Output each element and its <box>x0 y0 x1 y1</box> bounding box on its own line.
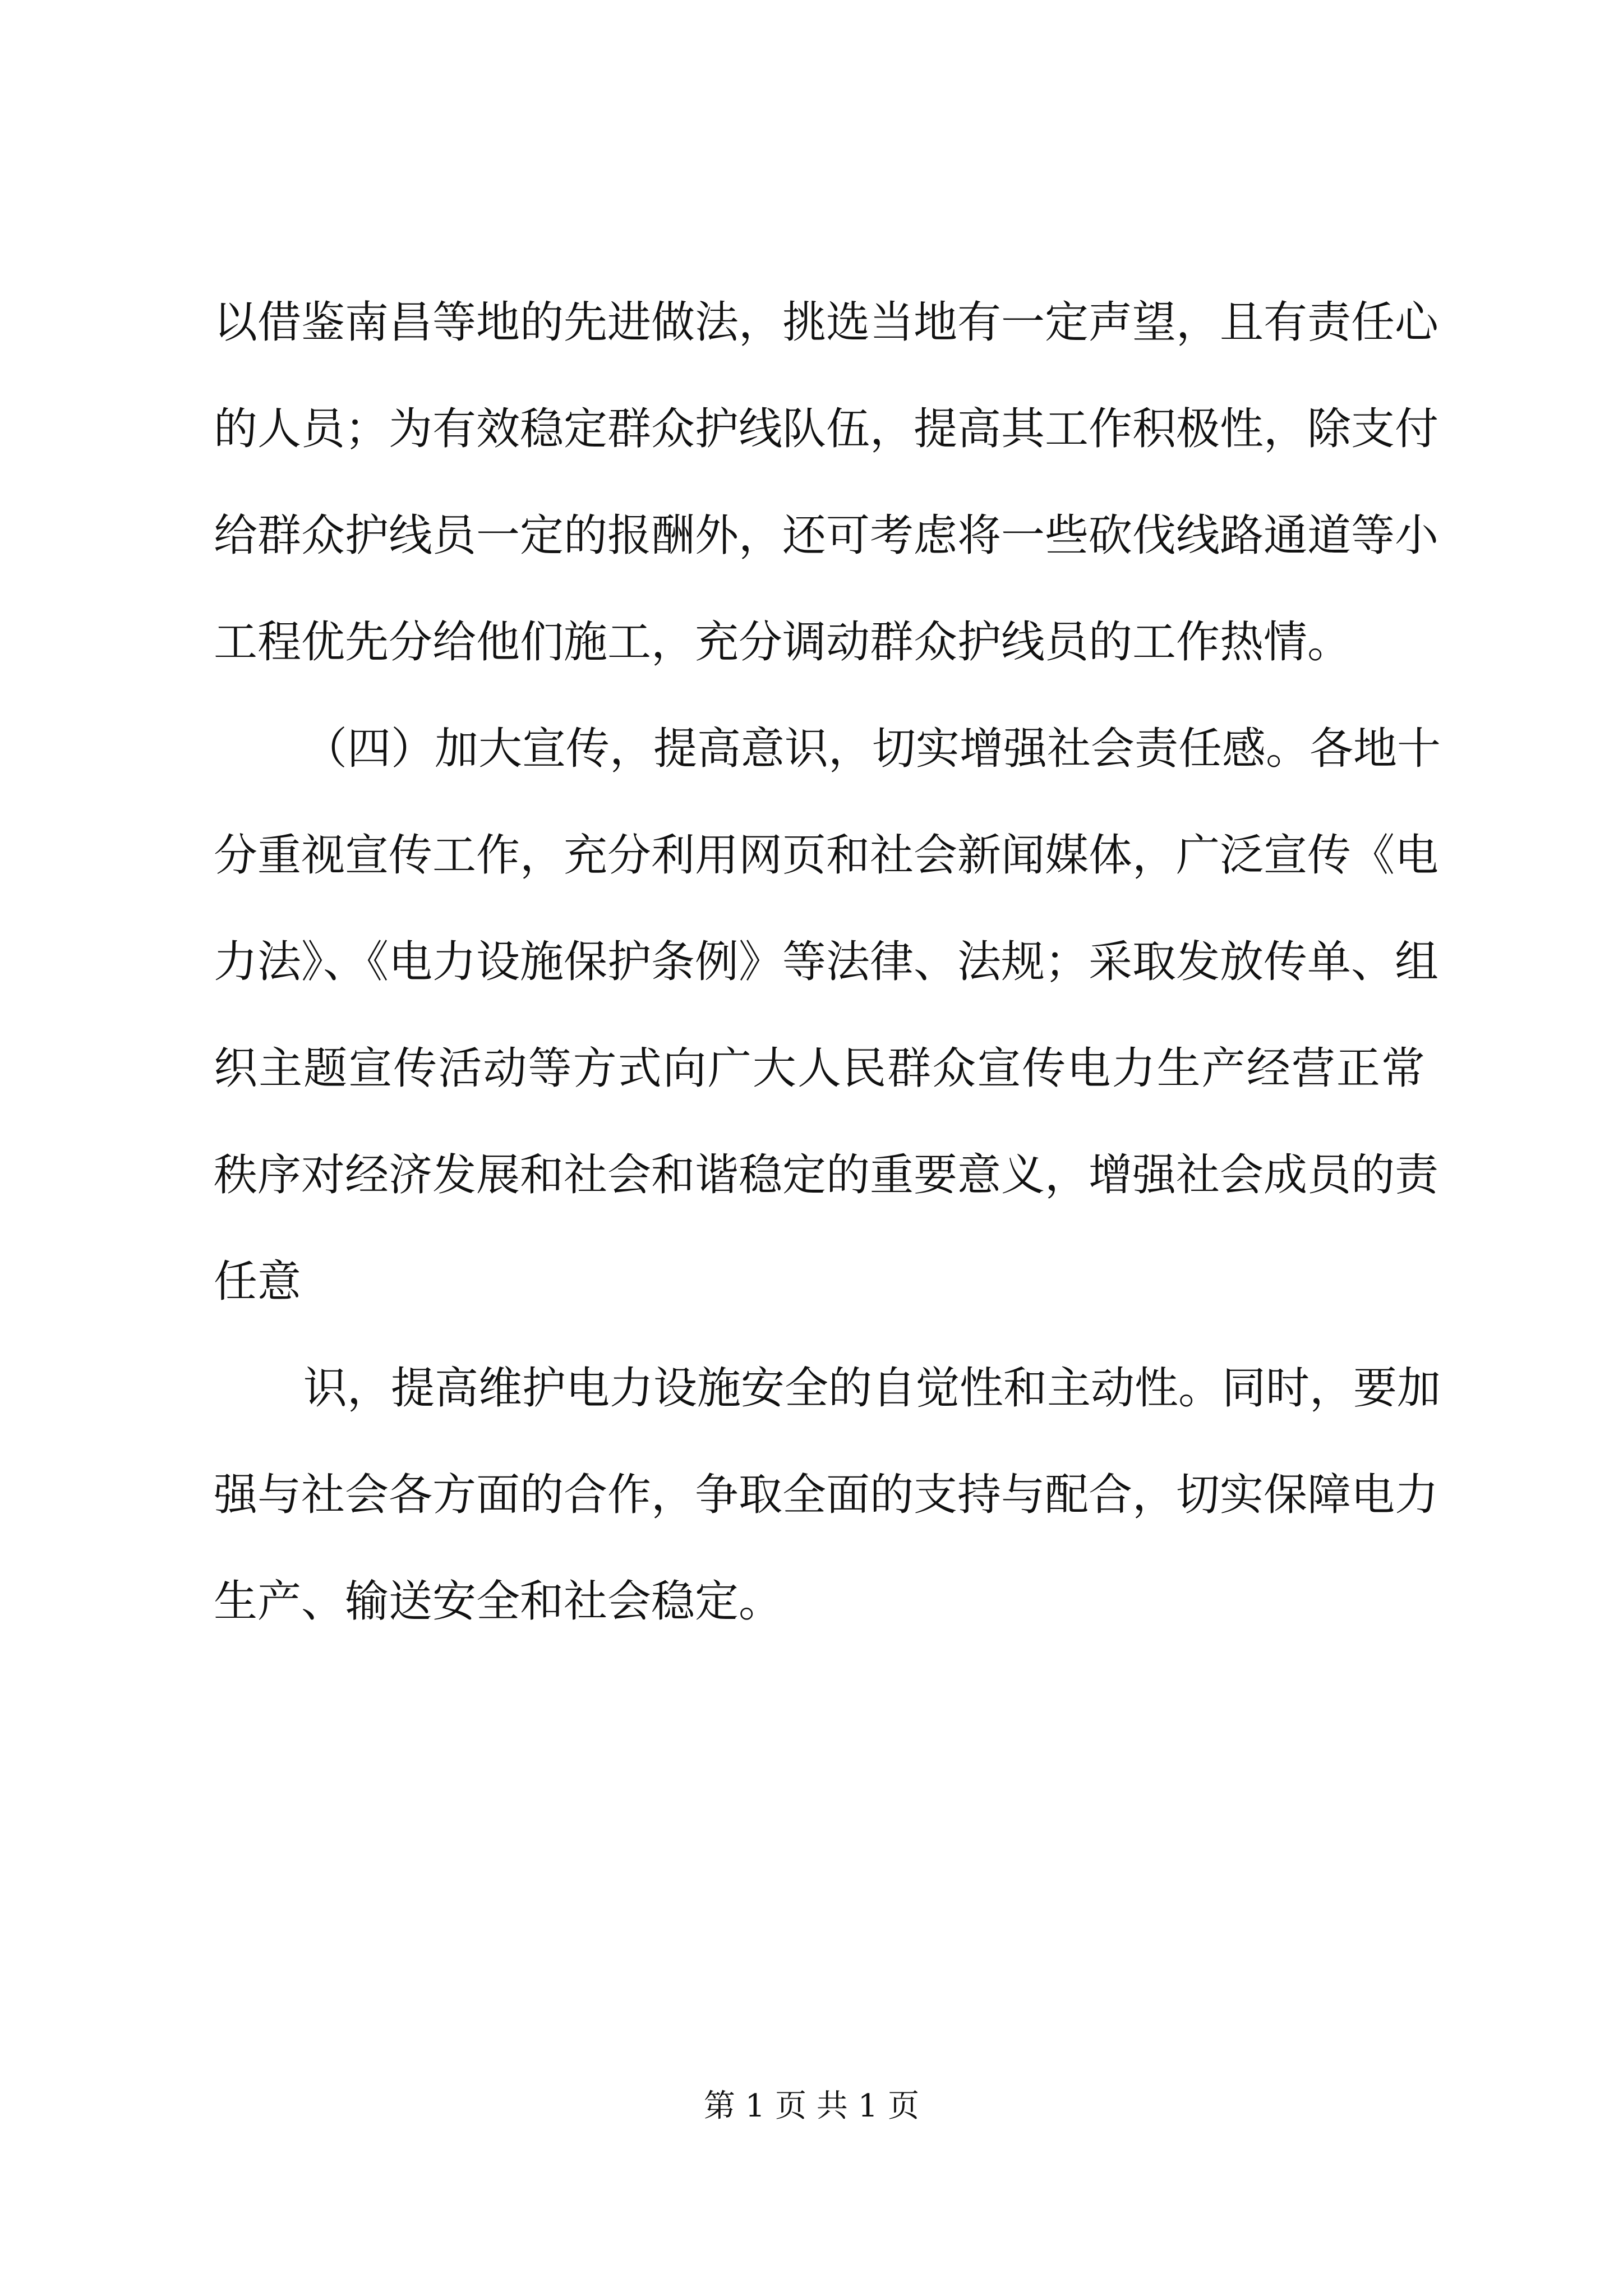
text-line: （四）加大宣传，提高意识，切实增强社会责任感。各地十 <box>303 724 1441 774</box>
text-line: 秩序对经济发展和社会和谐稳定的重要意义，增强社会成员的责 <box>214 1150 1439 1200</box>
text-line: 任意 <box>214 1257 302 1307</box>
text-line: 识，提高维护电力设施安全的自觉性和主动性。同时，要加 <box>303 1363 1441 1414</box>
page-number-footer: 第 1 页 共 1 页 <box>703 2088 920 2124</box>
text-line: 分重视宣传工作，充分利用网页和社会新闻媒体，广泛宣传《电 <box>214 830 1439 881</box>
text-line: 工程优先分给他们施工，充分调动群众护线员的工作热情。 <box>214 617 1352 668</box>
text-line: 强与社会各方面的合作，争取全面的支持与配合，切实保障电力 <box>214 1470 1439 1520</box>
text-line: 力法》、《电力设施保护条例》等法律、法规；采取发放传单、组 <box>214 937 1439 987</box>
text-line: 的人员；为有效稳定群众护线队伍，提高其工作积极性，除支付 <box>214 404 1439 454</box>
document-body <box>214 269 1441 1655</box>
text-line: 生产、输送安全和社会稳定。 <box>214 1576 783 1627</box>
text-line: 以借鉴南昌等地的先进做法，挑选当地有一定声望，且有责任心 <box>214 297 1439 348</box>
text-line: 织主题宣传活动等方式向广大人民群众宣传电力生产经营正常 <box>214 1043 1425 1094</box>
text-line: 给群众护线员一定的报酬外，还可考虑将一些砍伐线路通道等小 <box>214 510 1439 561</box>
